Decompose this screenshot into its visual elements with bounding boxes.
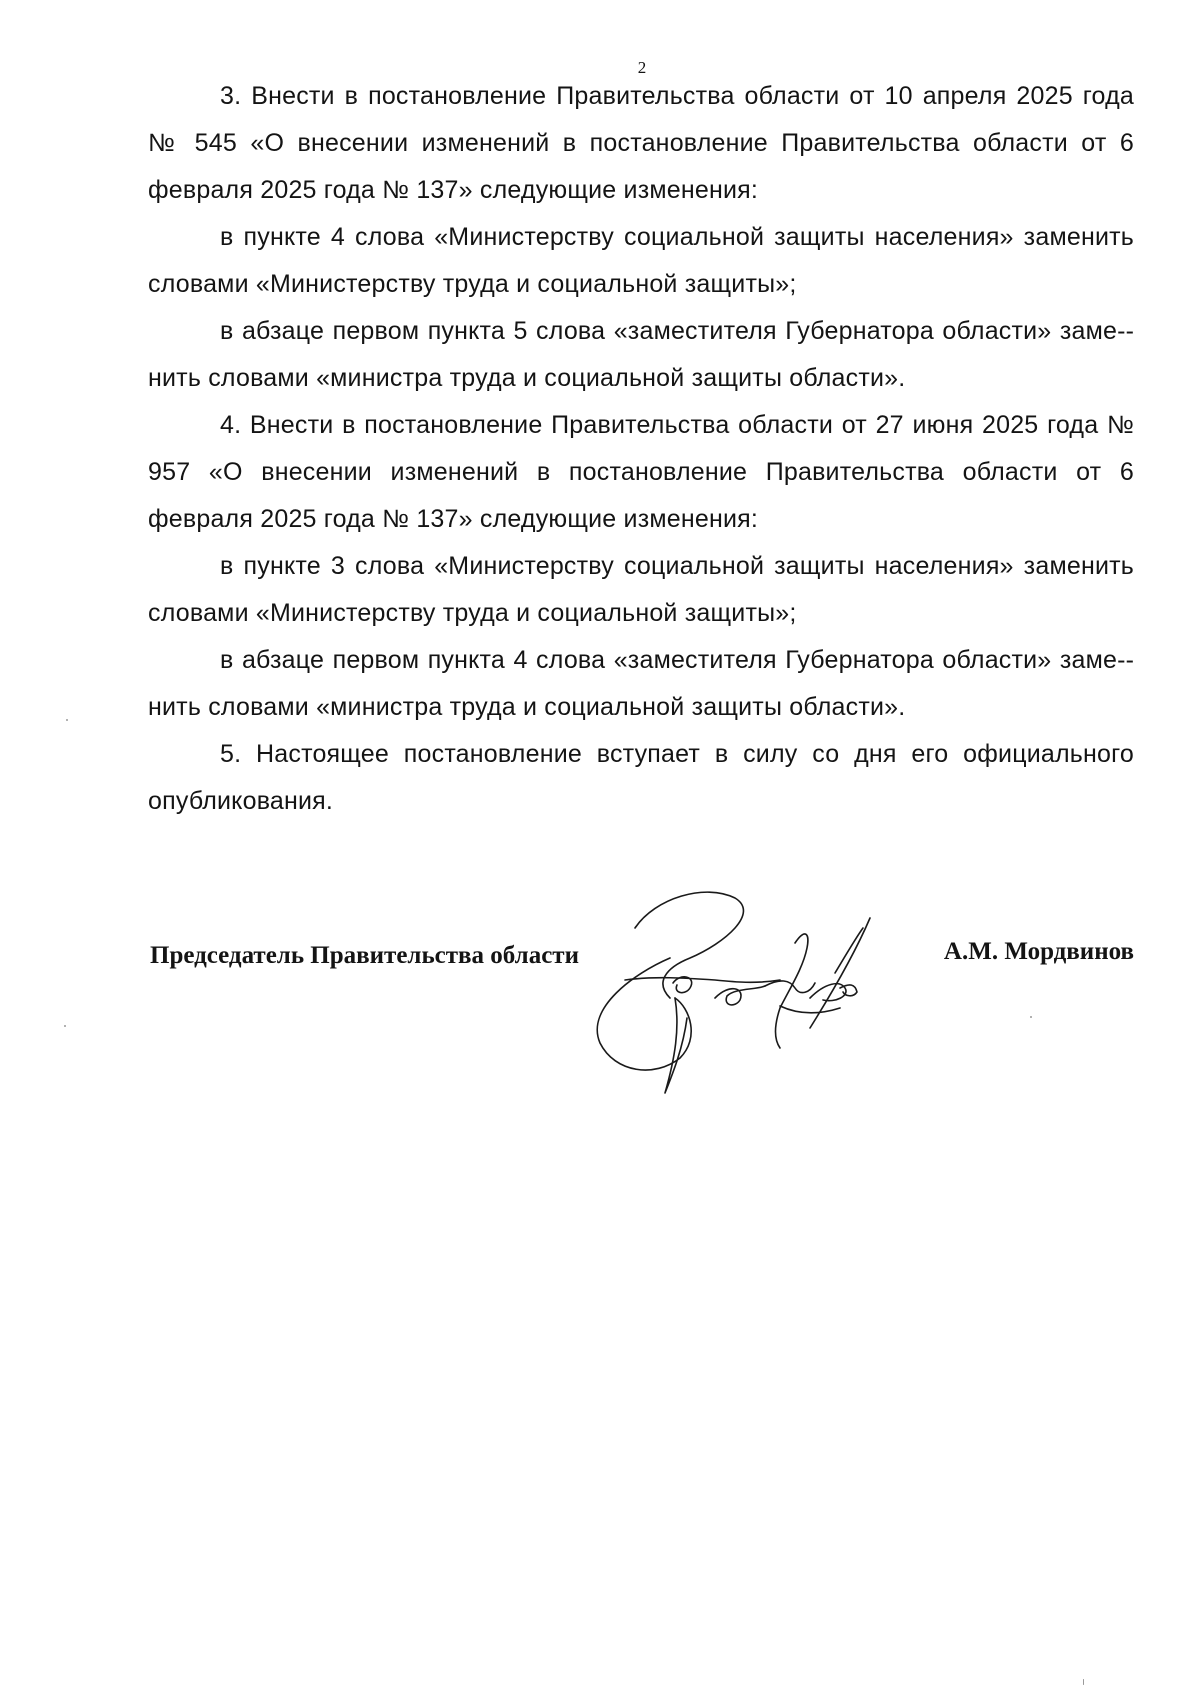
paragraph-5: 5. Настоящее постановление вступает в силу со дня его официального опубликования. [148,740,1134,815]
page-number: 2 [637,58,647,77]
scan-speck [1030,1016,1032,1018]
paragraph-4: 4. Внести в постановление Правительства области от 27 июня 2025 года № 957 «О внесении изменений в постановление Правительства области от 6 февраля 2025 года № 137» следующие изменения: [148,411,1134,533]
paragraph-3-item-1: в пункте 4 слова «Министерству социальной защиты населения» заменить словами «Министерству труда и социальной защиты»; [148,223,1134,298]
document-body [148,73,1134,825]
signer-name: А.М. Мордвинов [943,938,1134,965]
paragraph-4-item-1: в пункте 3 слова «Министерству социальной защиты населения» заменить словами «Министерству труда и социальной защиты»; [148,552,1134,627]
scan-speck [64,1025,66,1027]
signer-title: Председатель Правительства области [150,942,579,969]
scan-speck [1083,1679,1084,1685]
scan-speck [66,719,68,721]
paragraph-4-item-2: в абзаце первом пункта 4 слова «заместителя Губернатора области» заме-нить словами «министра труда и социальной защиты области». [148,646,1134,721]
paragraph-3: 3. Внести в постановление Правительства области от 10 апреля 2025 года № 545 «О внесении изменений в постановление Правительства области от 6 февраля 2025 года № 137» следующие изменения: [148,82,1134,204]
handwritten-signature-icon [595,888,955,1098]
paragraph-3-item-2: в абзаце первом пункта 5 слова «заместителя Губернатора области» заме-нить словами «министра труда и социальной защиты области». [148,317,1134,392]
